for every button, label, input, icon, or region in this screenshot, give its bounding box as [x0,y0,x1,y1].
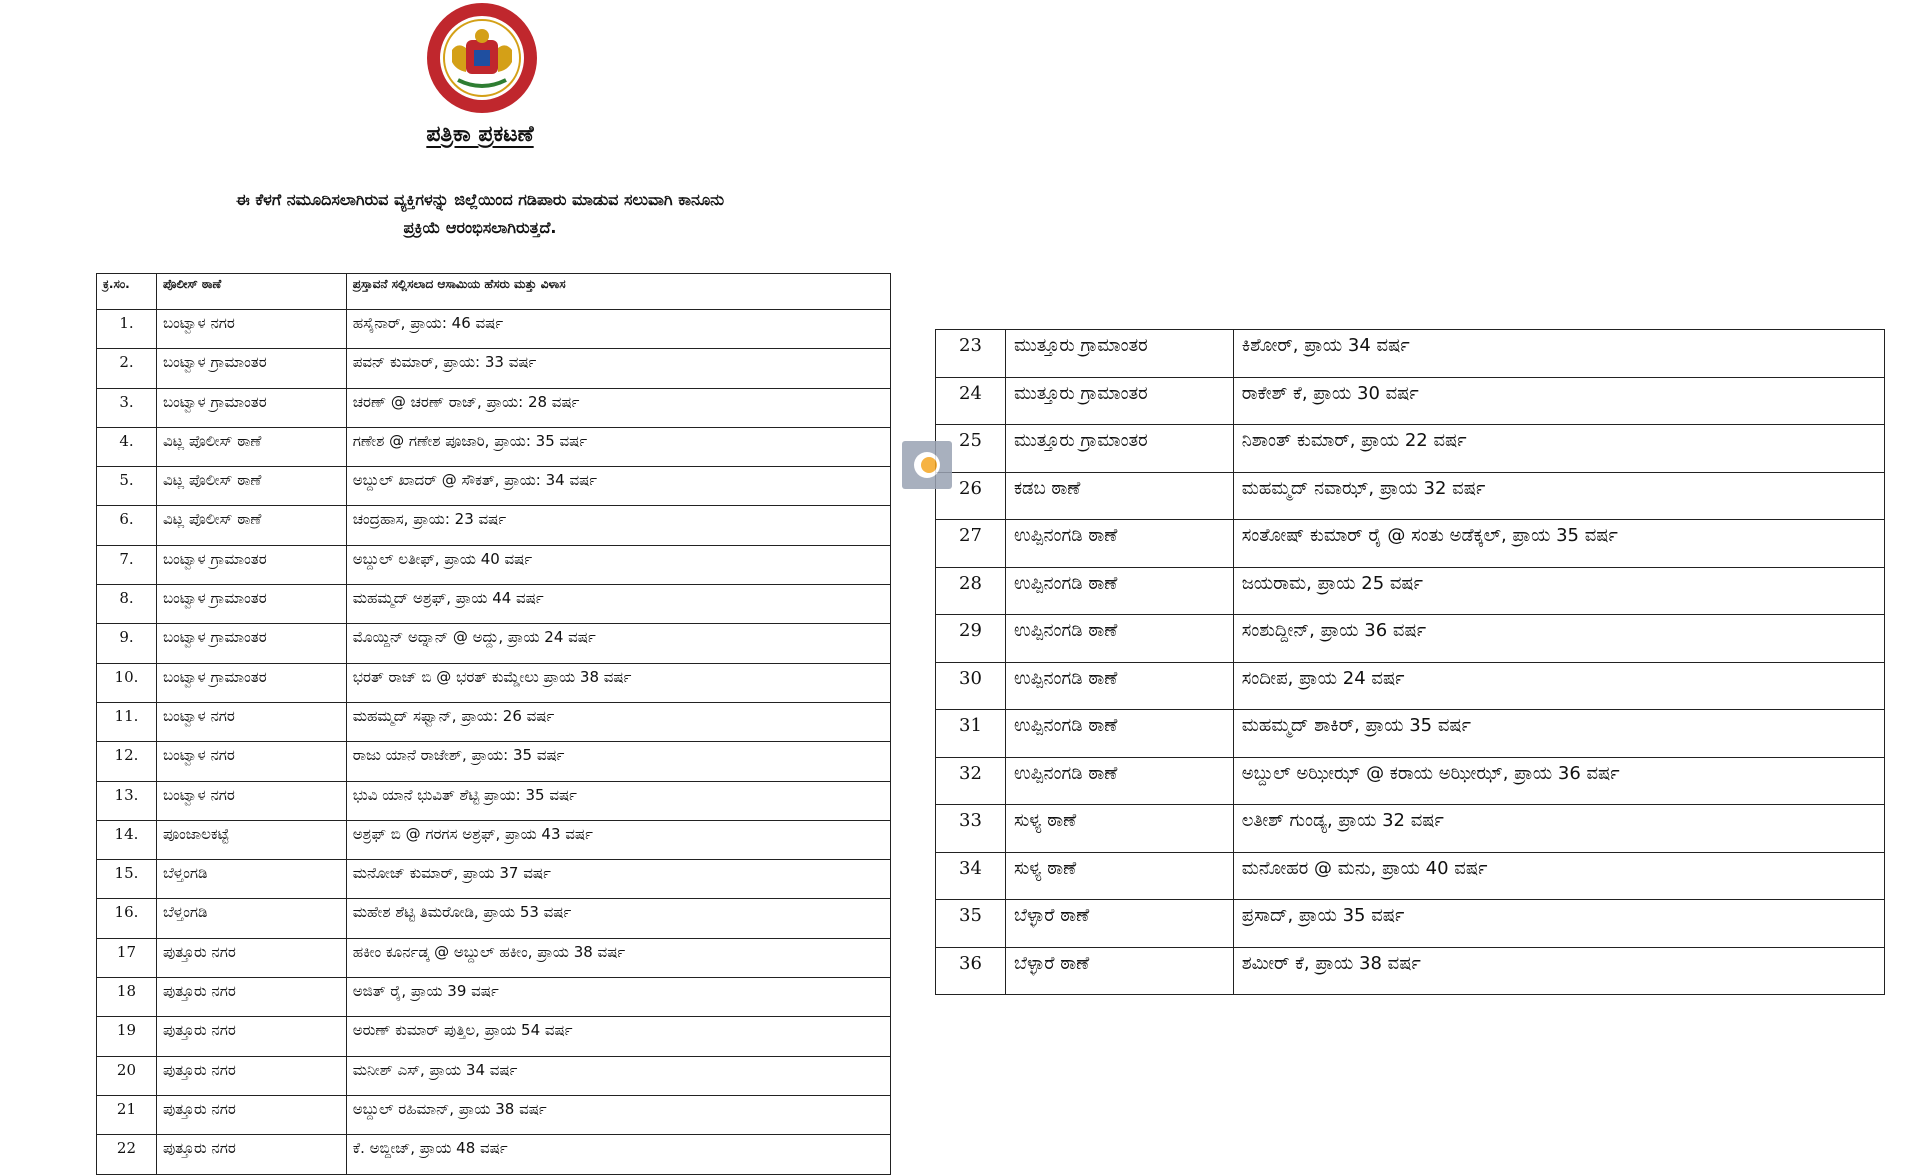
header-station: ಪೊಲೀಸ್ ಠಾಣೆ [156,274,346,310]
police-station-cell: ಬೆಳ್ತಂಗಡಿ [156,899,346,938]
serial-number-cell: 13. [97,781,157,820]
police-station-cell: ವಿಟ್ಲ ಪೊಲೀಸ್ ಠಾಣೆ [156,506,346,545]
police-station-cell: ವಿಟ್ಲ ಪೊಲೀಸ್ ಠಾಣೆ [156,467,346,506]
table-row [97,938,891,977]
police-station-cell: ಪುತ್ತೂರು ನಗರ [156,938,346,977]
person-name-cell: ಮಹೇಶ ಶೆಟ್ಟಿ ತಿಮರೋಡಿ, ಪ್ರಾಯ 53 ವರ್ಷ [346,899,890,938]
person-name-cell: ಮಹಮ್ಮದ್ ಸಫ್ವಾನ್, ಪ್ರಾಯ: 26 ವರ್ಷ [346,702,890,741]
table-row [97,545,891,584]
serial-number-cell: 17 [97,938,157,977]
serial-number-cell: 27 [936,520,1006,568]
person-name-cell: ಮಹಮ್ಮದ್ ಅಶ್ರಫ್, ಪ್ರಾಯ 44 ವರ್ಷ [346,585,890,624]
serial-number-cell: 28 [936,567,1006,615]
externment-table-left [96,273,891,1175]
person-name-cell: ಮೊಯ್ದಿನ್ ಅದ್ನಾನ್ @ ಅದ್ದು, ಪ್ರಾಯ 24 ವರ್ಷ [346,624,890,663]
table-row [97,860,891,899]
widget-icon [902,441,952,489]
police-station-cell: ಪುತ್ತೂರು ನಗರ [156,978,346,1017]
table-row [936,472,1885,520]
person-name-cell: ಚಂದ್ರಹಾಸ, ಪ್ರಾಯ: 23 ವರ್ಷ [346,506,890,545]
person-name-cell: ಪ್ರಸಾದ್, ಪ್ರಾಯ 35 ವರ್ಷ [1233,900,1884,948]
table-row [97,742,891,781]
police-station-cell: ಪೂಂಜಾಲಕಟ್ಟೆ [156,820,346,859]
police-station-cell: ಪುತ್ತೂರು ನಗರ [156,1135,346,1174]
serial-number-cell: 35 [936,900,1006,948]
table-row [936,662,1885,710]
table-row [936,710,1885,758]
person-name-cell: ಕಿಶೋರ್, ಪ್ರಾಯ 34 ವರ್ಷ [1233,330,1884,378]
person-name-cell: ಅಬ್ದುಲ್ ರಹಿಮಾನ್, ಪ್ರಾಯ 38 ವರ್ಷ [346,1095,890,1134]
person-name-cell: ಅಶ್ರಫ್ ಬಿ @ ಗರಗಸ ಅಶ್ರಫ್, ಪ್ರಾಯ 43 ವರ್ಷ [346,820,890,859]
person-name-cell: ನಿಶಾಂತ್ ಕುಮಾರ್, ಪ್ರಾಯ 22 ವರ್ಷ [1233,425,1884,473]
floating-widget-button[interactable] [902,441,952,489]
table-row [936,615,1885,663]
table-row [936,805,1885,853]
person-name-cell: ಭರತ್ ರಾಜ್ ಬಿ @ ಭರತ್ ಕುಮ್ಡೇಲು ಪ್ರಾಯ 38 ವರ್ಷ [346,663,890,702]
person-name-cell: ಗಣೇಶ @ ಗಣೇಶ ಪೂಜಾರಿ, ಪ್ರಾಯ: 35 ವರ್ಷ [346,427,890,466]
table-row [97,467,891,506]
table-row [936,757,1885,805]
table-row [97,702,891,741]
serial-number-cell: 8. [97,585,157,624]
police-station-cell: ಉಪ್ಪಿನಂಗಡಿ ಠಾಣೆ [1005,710,1233,758]
serial-number-cell: 23 [936,330,1006,378]
district-police-seal-logo [424,0,540,118]
person-name-cell: ಹಸೈನಾರ್, ಪ್ರಾಯ: 46 ವರ್ಷ [346,310,890,349]
table-row [97,1095,891,1134]
serial-number-cell: 29 [936,615,1006,663]
header-name: ಪ್ರಸ್ತಾವನೆ ಸಲ್ಲಿಸಲಾದ ಆಸಾಮಿಯ ಹೆಸರು ಮತ್ತು ವಿಳಾಸ [346,274,890,310]
intro-line-1: ಈ ಕೆಳಗೆ ನಮೂದಿಸಲಾಗಿರುವ ವ್ಯಕ್ತಿಗಳನ್ನು ಜಿಲ್ಲೆಯಿಂದ ಗಡಿಪಾರು ಮಾಡುವ ಸಲುವಾಗಿ ಕಾನೂನು [235,190,725,209]
person-name-cell: ಸಂದೀಪ, ಪ್ರಾಯ 24 ವರ್ಷ [1233,662,1884,710]
police-station-cell: ಬಂಟ್ವಾಳ ಗ್ರಾಮಾಂತರ [156,663,346,702]
police-station-cell: ಮುತ್ತೂರು ಗ್ರಾಮಾಂತರ [1005,425,1233,473]
police-station-cell: ಬಂಟ್ವಾಳ ಗ್ರಾಮಾಂತರ [156,585,346,624]
externment-table-right [935,329,1885,995]
table-row [936,330,1885,378]
serial-number-cell: 22 [97,1135,157,1174]
police-station-cell: ಸುಳ್ಯ ಠಾಣೆ [1005,852,1233,900]
police-station-cell: ಉಪ್ಪಿನಂಗಡಿ ಠಾಣೆ [1005,757,1233,805]
person-name-cell: ಜಯರಾಮ, ಪ್ರಾಯ 25 ವರ್ಷ [1233,567,1884,615]
serial-number-cell: 19 [97,1017,157,1056]
serial-number-cell: 3. [97,388,157,427]
table-row [936,377,1885,425]
table-row [97,663,891,702]
table-row [936,520,1885,568]
table-row [97,388,891,427]
person-name-cell: ಅಬ್ದುಲ್ ಅಝೀಝ್ @ ಕರಾಯ ಅಝೀಝ್, ಪ್ರಾಯ 36 ವರ್ಷ [1233,757,1884,805]
person-name-cell: ಮನೋಹರ @ ಮನು, ಪ್ರಾಯ 40 ವರ್ಷ [1233,852,1884,900]
police-station-cell: ಉಪ್ಪಿನಂಗಡಿ ಠಾಣೆ [1005,615,1233,663]
person-name-cell: ಭುವಿ ಯಾನೆ ಭುವಿತ್ ಶೆಟ್ಟಿ ಪ್ರಾಯ: 35 ವರ್ಷ [346,781,890,820]
serial-number-cell: 4. [97,427,157,466]
serial-number-cell: 11. [97,702,157,741]
table-row [97,427,891,466]
police-station-cell: ವಿಟ್ಲ ಪೊಲೀಸ್ ಠಾಣೆ [156,427,346,466]
police-station-cell: ಪುತ್ತೂರು ನಗರ [156,1017,346,1056]
table-row [936,900,1885,948]
person-name-cell: ಹಕೀಂ ಕೂರ್ನಡ್ಕ @ ಅಬ್ದುಲ್ ಹಕೀಂ, ಪ್ರಾಯ 38 ವರ್ಷ [346,938,890,977]
table-row [936,852,1885,900]
table-row [97,899,891,938]
serial-number-cell: 34 [936,852,1006,900]
intro-line-2: ಪ್ರಕ್ರಿಯೆ ಆರಂಭಿಸಲಾಗಿರುತ್ತದೆ. [403,218,557,237]
police-station-cell: ಮುತ್ತೂರು ಗ್ರಾಮಾಂತರ [1005,377,1233,425]
person-name-cell: ಅರುಣ್ ಕುಮಾರ್ ಪುತ್ತಿಲ, ಪ್ರಾಯ 54 ವರ್ಷ [346,1017,890,1056]
police-station-cell: ಬಂಟ್ವಾಳ ಗ್ರಾಮಾಂತರ [156,545,346,584]
header-serial: ಕ್ರ.ಸಂ. [97,274,157,310]
serial-number-cell: 6. [97,506,157,545]
person-name-cell: ರಾಜು ಯಾನೆ ರಾಜೇಶ್, ಪ್ರಾಯ: 35 ವರ್ಷ [346,742,890,781]
police-station-cell: ಉಪ್ಪಿನಂಗಡಿ ಠಾಣೆ [1005,520,1233,568]
serial-number-cell: 18 [97,978,157,1017]
police-station-cell: ಬೆಳ್ತಂಗಡಿ [156,860,346,899]
table-row [936,567,1885,615]
police-station-cell: ಸುಳ್ಯ ಠಾಣೆ [1005,805,1233,853]
serial-number-cell: 2. [97,349,157,388]
table-row [97,978,891,1017]
person-name-cell: ಪವನ್ ಕುಮಾರ್, ಪ್ರಾಯ: 33 ವರ್ಷ [346,349,890,388]
police-station-cell: ಪುತ್ತೂರು ನಗರ [156,1056,346,1095]
person-name-cell: ರಾಕೇಶ್ ಕೆ, ಪ್ರಾಯ 30 ವರ್ಷ [1233,377,1884,425]
intro-paragraph [110,186,850,242]
table-row [97,624,891,663]
table-header-row [97,274,891,310]
person-name-cell: ಮಹಮ್ಮದ್ ಶಾಕಿರ್, ಪ್ರಾಯ 35 ವರ್ಷ [1233,710,1884,758]
person-name-cell: ಅಬ್ದುಲ್ ಖಾದರ್ @ ಸೌಕತ್, ಪ್ರಾಯ: 34 ವರ್ಷ [346,467,890,506]
person-name-cell: ಮಹಮ್ಮದ್ ನವಾಝ್, ಪ್ರಾಯ 32 ವರ್ಷ [1233,472,1884,520]
serial-number-cell: 9. [97,624,157,663]
press-release-title: ಪತ್ರಿಕಾ ಪ್ರಕಟಣೆ [426,122,534,147]
police-station-cell: ಬಂಟ್ವಾಳ ನಗರ [156,781,346,820]
police-station-cell: ಬೆಳ್ಳಾರೆ ಠಾಣೆ [1005,900,1233,948]
police-station-cell: ಬೆಳ್ಳಾರೆ ಠಾಣೆ [1005,947,1233,995]
table-row [97,1017,891,1056]
table-row [97,506,891,545]
serial-number-cell: 15. [97,860,157,899]
police-station-cell: ಬಂಟ್ವಾಳ ನಗರ [156,702,346,741]
serial-number-cell: 14. [97,820,157,859]
police-station-cell: ಪುತ್ತೂರು ನಗರ [156,1095,346,1134]
police-station-cell: ಬಂಟ್ವಾಳ ನಗರ [156,742,346,781]
table-row [97,349,891,388]
person-name-cell: ಲತೀಶ್ ಗುಂಡ್ಯ, ಪ್ರಾಯ 32 ವರ್ಷ [1233,805,1884,853]
serial-number-cell: 21 [97,1095,157,1134]
police-station-cell: ಬಂಟ್ವಾಳ ಗ್ರಾಮಾಂತರ [156,388,346,427]
serial-number-cell: 36 [936,947,1006,995]
police-station-cell: ಬಂಟ್ವಾಳ ಗ್ರಾಮಾಂತರ [156,349,346,388]
serial-number-cell: 33 [936,805,1006,853]
person-name-cell: ಸಂಶುದ್ದೀನ್, ಪ್ರಾಯ 36 ವರ್ಷ [1233,615,1884,663]
police-station-cell: ಉಪ್ಪಿನಂಗಡಿ ಠಾಣೆ [1005,567,1233,615]
serial-number-cell: 10. [97,663,157,702]
serial-number-cell: 1. [97,310,157,349]
police-station-cell: ಬಂಟ್ವಾಳ ಗ್ರಾಮಾಂತರ [156,624,346,663]
person-name-cell: ಸಂತೋಷ್ ಕುಮಾರ್ ರೈ @ ಸಂತು ಅಡೆಕ್ಕಲ್, ಪ್ರಾಯ 35 ವರ್ಷ [1233,520,1884,568]
table-row [97,310,891,349]
table-row [97,585,891,624]
serial-number-cell: 26 [936,472,1006,520]
table-row [97,781,891,820]
serial-number-cell: 16. [97,899,157,938]
police-station-cell: ಬಂಟ್ವಾಳ ನಗರ [156,310,346,349]
person-name-cell: ಚರಣ್ @ ಚರಣ್ ರಾಜ್, ಪ್ರಾಯ: 28 ವರ್ಷ [346,388,890,427]
serial-number-cell: 7. [97,545,157,584]
person-name-cell: ಮನೋಜ್ ಕುಮಾರ್, ಪ್ರಾಯ 37 ವರ್ಷ [346,860,890,899]
table-row [97,1056,891,1095]
serial-number-cell: 5. [97,467,157,506]
serial-number-cell: 32 [936,757,1006,805]
person-name-cell: ಕೆ. ಅಬ್ದೀಜ್, ಪ್ರಾಯ 48 ವರ್ಷ [346,1135,890,1174]
serial-number-cell: 31 [936,710,1006,758]
serial-number-cell: 24 [936,377,1006,425]
person-name-cell: ಅಜಿತ್ ರೈ, ಪ್ರಾಯ 39 ವರ್ಷ [346,978,890,1017]
serial-number-cell: 30 [936,662,1006,710]
serial-number-cell: 12. [97,742,157,781]
person-name-cell: ಶಮೀರ್ ಕೆ, ಪ್ರಾಯ 38 ವರ್ಷ [1233,947,1884,995]
table-row [97,820,891,859]
police-station-cell: ಉಪ್ಪಿನಂಗಡಿ ಠಾಣೆ [1005,662,1233,710]
police-station-cell: ಕಡಬ ಠಾಣೆ [1005,472,1233,520]
table-row [97,1135,891,1174]
table-row [936,425,1885,473]
serial-number-cell: 20 [97,1056,157,1095]
serial-number-cell: 25 [936,425,1006,473]
person-name-cell: ಮನೀಶ್ ಎಸ್, ಪ್ರಾಯ 34 ವರ್ಷ [346,1056,890,1095]
table-row [936,947,1885,995]
police-station-cell: ಮುತ್ತೂರು ಗ್ರಾಮಾಂತರ [1005,330,1233,378]
person-name-cell: ಅಬ್ದುಲ್ ಲತೀಫ್, ಪ್ರಾಯ 40 ವರ್ಷ [346,545,890,584]
